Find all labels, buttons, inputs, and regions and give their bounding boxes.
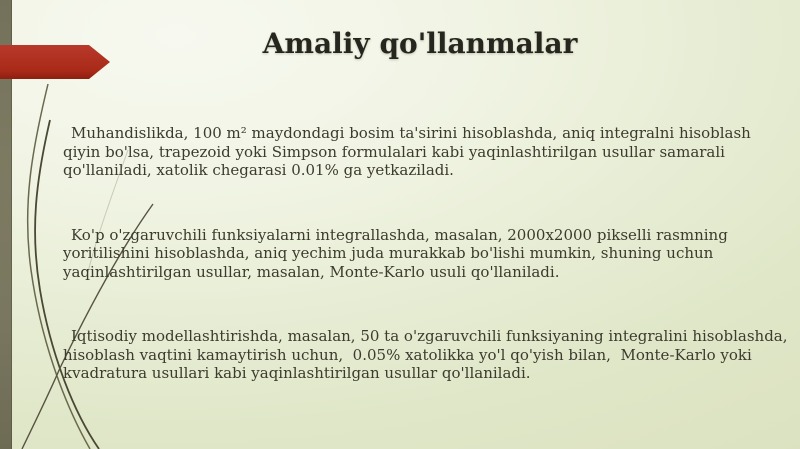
paragraph-line: yaqinlashtirilgan usullar, masalan, Monte-Karlo usuli qo'llaniladi. — [63, 262, 560, 281]
paragraph-line: Ko'p o'zgaruvchili funksiyalarni integrallashda, masalan, 2000x2000 pikselli rasmning — [71, 225, 728, 244]
paragraph-line: qiyin bo'lsa, trapezoid yoki Simpson formulalari kabi yaqinlashtirilgan usullar samarali — [63, 142, 725, 161]
body-paragraph — [63, 226, 783, 282]
paragraph-line: hisoblash vaqtini kamaytirish uchun, 0.05% xatolikka yo'l qo'yish bilan, Monte-Karlo yoki — [63, 345, 752, 364]
body-paragraph — [63, 124, 783, 180]
paragraph-line: Muhandislikda, 100 m² maydondagi bosim ta'sirini hisoblashda, aniq integralni hisoblash — [71, 124, 751, 142]
slide-title: Amaliy qo'llanmalar — [262, 27, 578, 60]
paragraph-line: yoritilishini hisoblashda, aniq yechim juda murakkab bo'lishi mumkin, shuning uchun — [63, 244, 714, 262]
paragraph-line: kvadratura usullari kabi yaqinlashtirilgan usullar qo'llaniladi. — [63, 364, 531, 382]
paragraph-line: Iqtisodiy modellashtirishda, masalan, 50 ta o'zgaruvchili funksiyaning integralini hisoblashda, — [71, 327, 788, 345]
body-paragraph — [63, 327, 788, 383]
slide-body — [63, 124, 788, 429]
paragraph-line: qo'llaniladi, xatolik chegarasi 0.01% ga yetkaziladi. — [63, 161, 454, 179]
